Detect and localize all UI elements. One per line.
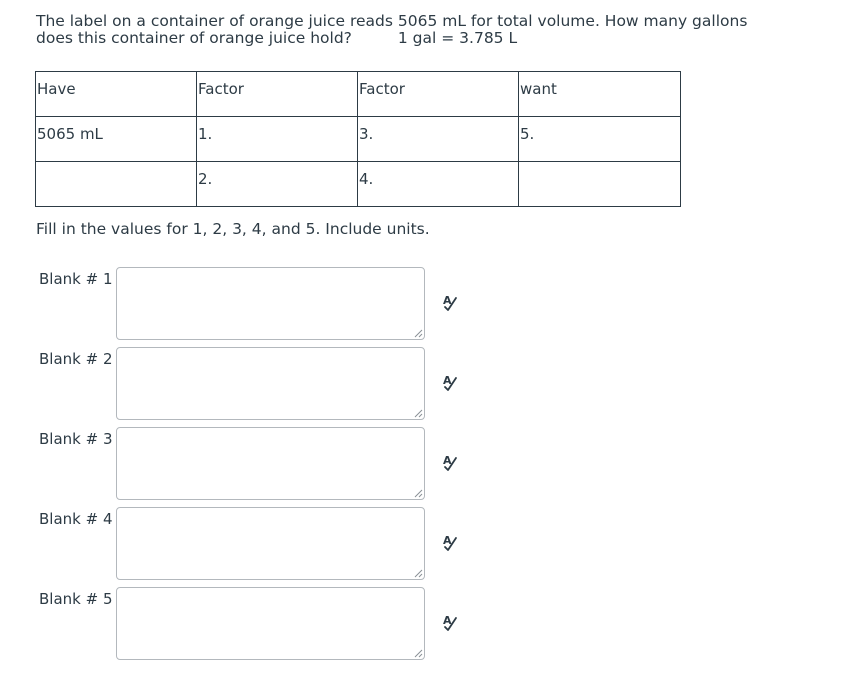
question-line-2-text: does this container of orange juice hold? xyxy=(36,29,352,47)
resize-grip-icon[interactable] xyxy=(414,329,423,338)
table-row xyxy=(36,117,681,162)
resize-grip-icon[interactable] xyxy=(414,489,423,498)
spellcheck-icon[interactable] xyxy=(440,293,460,313)
blank-input-1[interactable] xyxy=(116,267,425,340)
blank-label-4: Blank # 4 xyxy=(39,510,113,528)
svg-text:A: A xyxy=(443,614,452,627)
spellcheck-icon[interactable] xyxy=(440,373,460,393)
cell-blank-2: 2. xyxy=(197,162,358,207)
blank-input-5[interactable] xyxy=(116,587,425,660)
blank-label-3: Blank # 3 xyxy=(39,430,113,448)
spellcheck-icon[interactable] xyxy=(440,533,460,553)
table-row xyxy=(36,162,681,207)
blank-row-4 xyxy=(0,507,847,581)
question-text xyxy=(36,13,826,47)
question-line-2 xyxy=(36,30,826,47)
cell-have-value: 5065 mL xyxy=(36,117,197,162)
cell-empty xyxy=(519,162,681,207)
resize-grip-icon[interactable] xyxy=(414,569,423,578)
cell-blank-3: 3. xyxy=(358,117,519,162)
svg-text:A: A xyxy=(443,534,452,547)
blank-input-3[interactable] xyxy=(116,427,425,500)
table-header-row xyxy=(36,72,681,117)
blank-row-1 xyxy=(0,267,847,341)
question-line-1: The label on a container of orange juice reads 5065 mL for total volume. How many gallons xyxy=(36,12,748,30)
spellcheck-icon[interactable] xyxy=(440,453,460,473)
factor-label-table xyxy=(35,71,681,207)
blank-row-5 xyxy=(0,587,847,661)
blank-label-2: Blank # 2 xyxy=(39,350,113,368)
blank-label-5: Blank # 5 xyxy=(39,590,113,608)
svg-text:A: A xyxy=(443,294,452,307)
blank-input-2[interactable] xyxy=(116,347,425,420)
svg-text:A: A xyxy=(443,374,452,387)
blank-row-2 xyxy=(0,347,847,421)
cell-empty xyxy=(36,162,197,207)
svg-text:A: A xyxy=(443,454,452,467)
header-have: Have xyxy=(36,72,197,117)
cell-blank-1: 1. xyxy=(197,117,358,162)
header-factor-2: Factor xyxy=(358,72,519,117)
header-factor-1: Factor xyxy=(197,72,358,117)
resize-grip-icon[interactable] xyxy=(414,409,423,418)
blank-row-3 xyxy=(0,427,847,501)
blank-input-4[interactable] xyxy=(116,507,425,580)
spellcheck-icon[interactable] xyxy=(440,613,460,633)
blank-label-1: Blank # 1 xyxy=(39,270,113,288)
cell-blank-4: 4. xyxy=(358,162,519,207)
resize-grip-icon[interactable] xyxy=(414,649,423,658)
header-want: want xyxy=(519,72,681,117)
instruction-text: Fill in the values for 1, 2, 3, 4, and 5. Include units. xyxy=(36,220,430,238)
cell-blank-5: 5. xyxy=(519,117,681,162)
conversion-factor: 1 gal = 3.785 L xyxy=(397,29,518,47)
